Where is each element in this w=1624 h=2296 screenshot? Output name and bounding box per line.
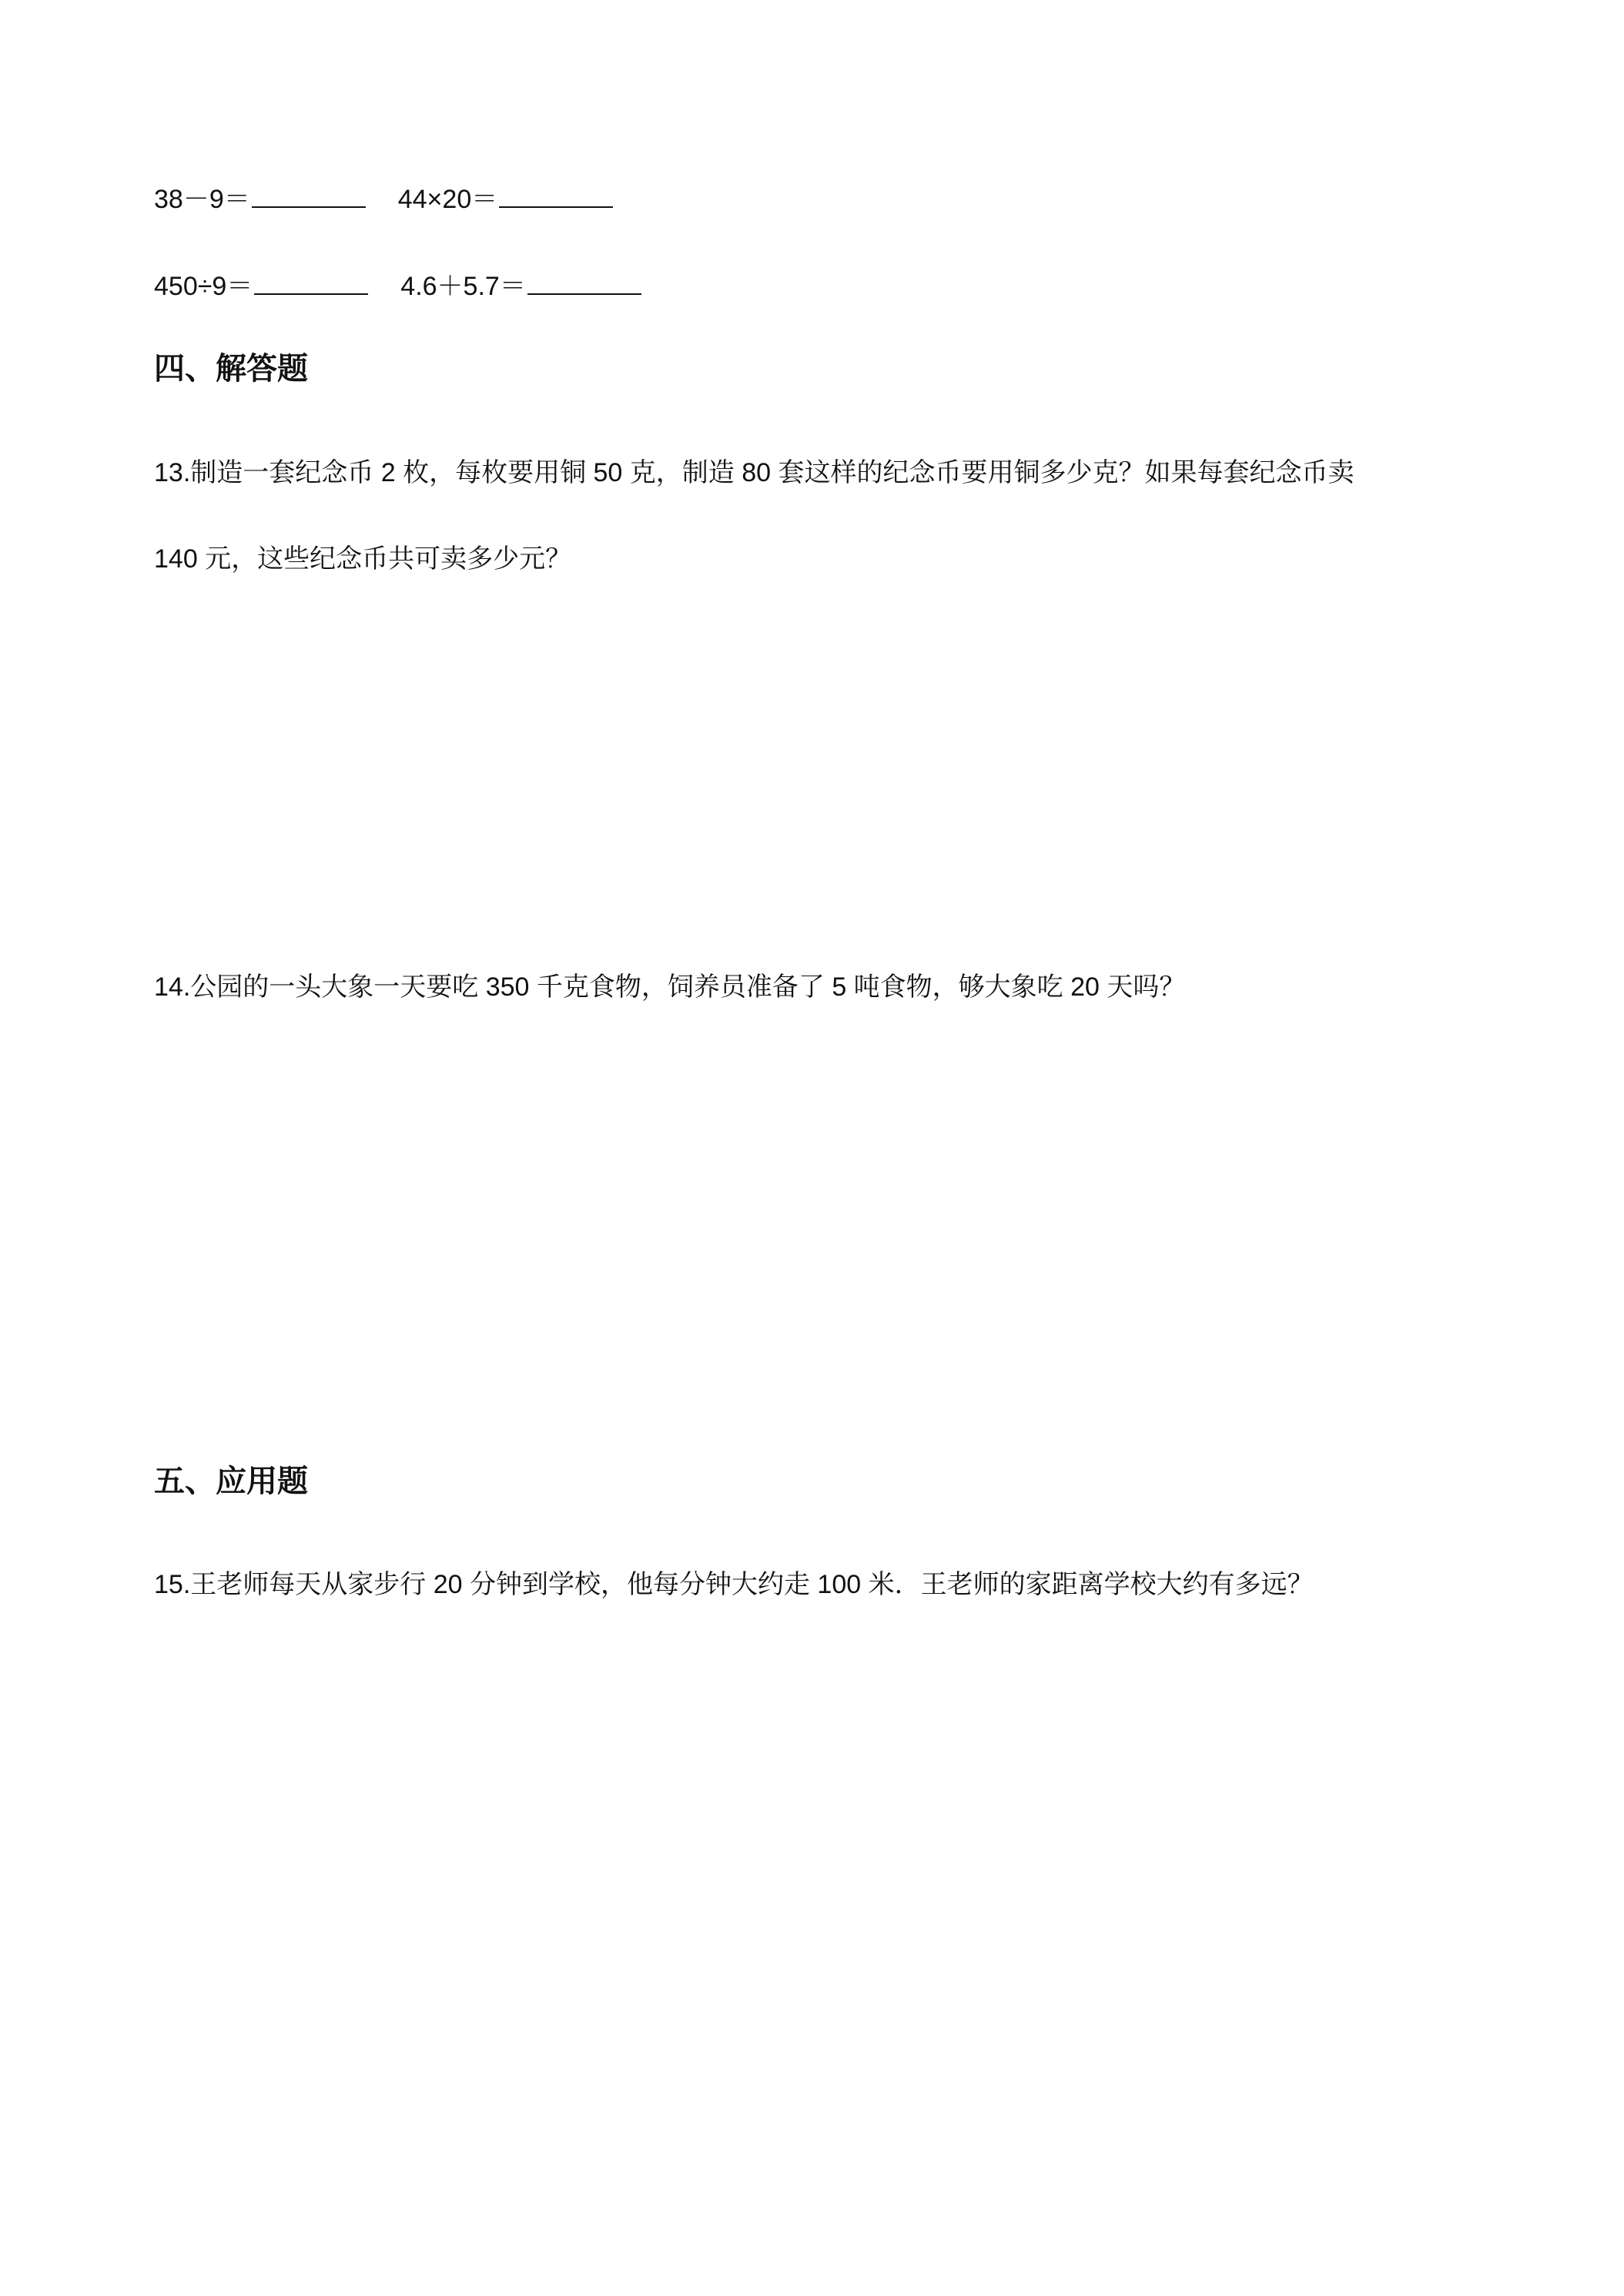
calc-expression: 4.6＋5.7＝ bbox=[400, 272, 526, 301]
section-heading: 五、应用题 bbox=[154, 1464, 308, 1498]
calc-row-1 bbox=[154, 184, 613, 215]
question-14: 14.公园的一头大象一天要吃 350 千克食物，饲养员准备了 5 吨食物，够大象吃 20 天吗？ bbox=[154, 972, 1186, 1002]
answer-blank bbox=[254, 272, 368, 295]
answer-blank bbox=[527, 272, 641, 295]
calc-expression: 450÷9＝ bbox=[154, 272, 253, 301]
calc-expression: 38－9＝ bbox=[154, 185, 250, 214]
calc-expression: 44×20＝ bbox=[397, 185, 498, 214]
question-13-line-2: 140 元，这些纪念币共可卖多少元？ bbox=[154, 544, 572, 574]
question-15: 15.王老师每天从家步行 20 分钟到学校，他每分钟大约走 100 米．王老师的家距离学校大约有多远？ bbox=[154, 1570, 1314, 1599]
section-heading: 四、解答题 bbox=[154, 352, 308, 386]
answer-blank bbox=[499, 185, 613, 208]
calc-row-2 bbox=[154, 271, 641, 302]
question-13-line-1: 13.制造一套纪念币 2 枚，每枚要用铜 50 克，制造 80 套这样的纪念币要用铜多少克？如果每套纪念币卖 bbox=[154, 458, 1354, 487]
answer-blank bbox=[252, 185, 366, 208]
